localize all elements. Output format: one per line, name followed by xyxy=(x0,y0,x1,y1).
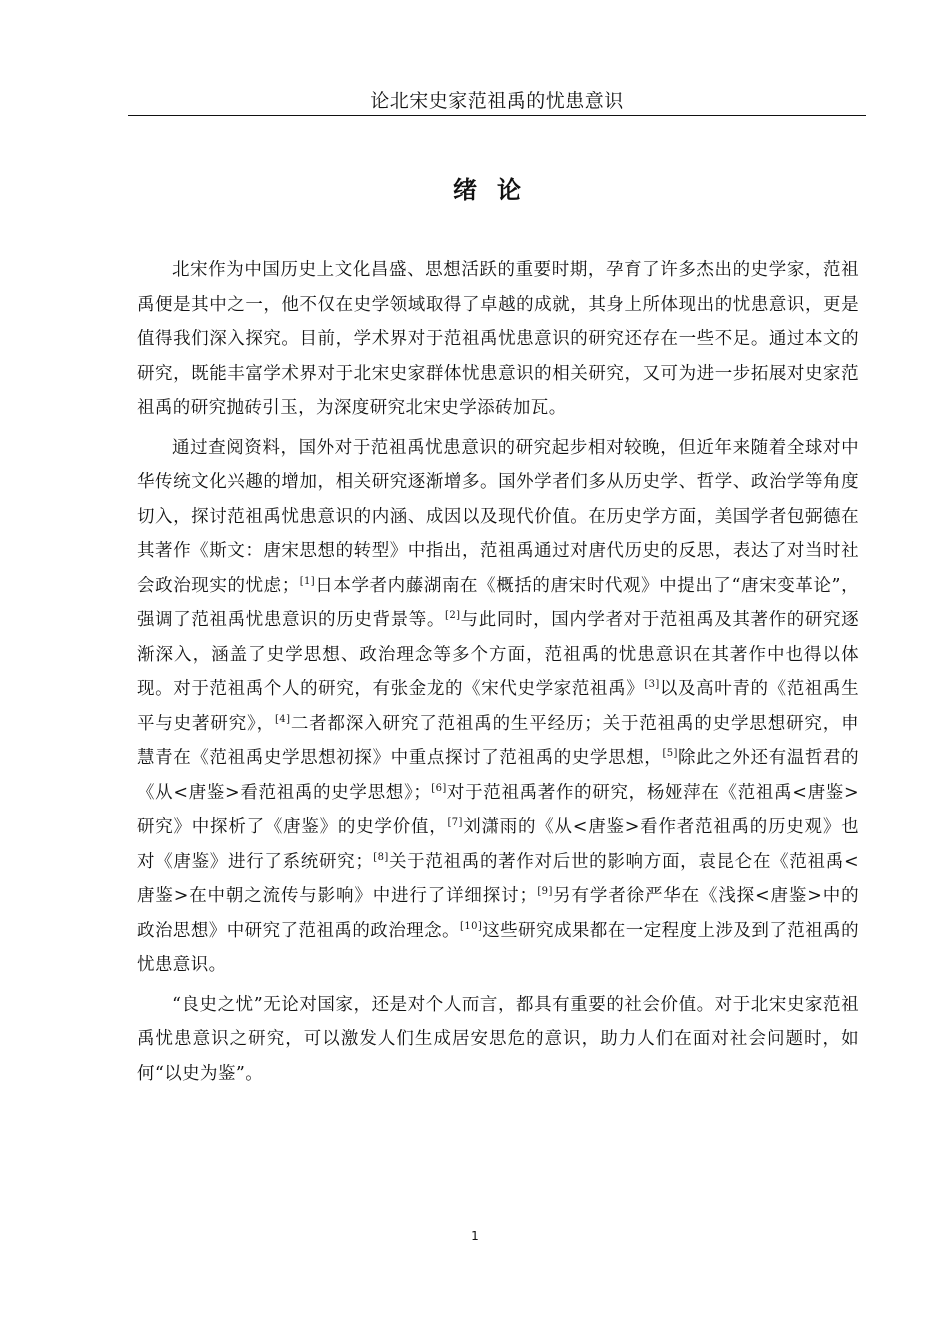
page-number: 1 xyxy=(471,1229,479,1243)
body-text xyxy=(137,253,859,1096)
citation-mark: [1] xyxy=(299,575,316,587)
paragraph-text: 对于范祖禹著作的研究，杨娅萍在《范祖禹<唐鉴>研究》中探析了《唐鉴》的史学价值， xyxy=(137,782,860,837)
citation-mark: [2] xyxy=(445,610,461,621)
citation-mark: [3] xyxy=(644,679,660,690)
paragraph-text: 关于范祖禹的著作对后世的影响方面，袁昆仑在《范祖禹<唐鉴>在中朝之流传与影响》中进行了详细探讨； xyxy=(137,851,860,906)
paragraph-text: 北宋作为中国历史上文化昌盛、思想活跃的重要时期，孕育了许多杰出的史学家，范祖禹便是其中之一，他不仅在史学领域取得了卓越的成就，其身上所体现出的忧患意识，更是值得我们深入探究。目前，学术界对于范祖禹忧患意识的研究还存在一些不足。通过本文的研究，既能丰富学术界对于北宋史家群体忧患意识的相关研究，又可为进一步拓展对史家范祖禹的研究抛砖引玉，为深度研究北宋史学添砖加瓦。 xyxy=(137,260,859,418)
paragraph-text: 与此同时，国内学者对于范祖禹及其著作的研究逐渐深入，涵盖了史学思想、政治理念等多个方面，范祖禹的忧患意识在其著作中也得以体现。对于范祖禹个人的研究，有张金龙的《宋代史学家范祖禹》 xyxy=(137,610,859,699)
section-title: 绪论 xyxy=(453,176,541,204)
citation-mark: [10] xyxy=(460,920,483,932)
running-header: 论北宋史家范祖禹的忧患意识 xyxy=(370,90,624,112)
citation-mark: [4] xyxy=(275,713,291,725)
citation-mark: [8] xyxy=(373,851,389,863)
paragraph-text: 日本学者内藤湖南在《概括的唐宋时代观》中提出了“唐宋变革论”，强调了范祖禹忧患意识的历史背景等。 xyxy=(137,575,859,630)
citation-mark: [5] xyxy=(662,748,678,759)
paragraph-text: 通过查阅资料，国外对于范祖禹忧患意识的研究起步相对较晚，但近年来随着全球对中华传统文化兴趣的增加，相关研究逐渐增多。国外学者们多从历史学、哲学、政治学等角度切入，探讨范祖禹忧患意识的内涵、成因以及现代价值。在历史学方面，美国学者包弼德在其著作《斯文：唐宋思想的转型》中指出，范祖禹通过对唐代历史的反思，表达了对当时社会政治现实的忧虑； xyxy=(137,437,859,596)
header-rule xyxy=(128,115,866,116)
body-paragraph xyxy=(137,253,859,426)
paragraph-text: 除此之外还有温哲君的《从<唐鉴>看范祖禹的史学思想》； xyxy=(137,748,859,803)
citation-mark: [6] xyxy=(431,782,447,794)
paragraph-text: 二者都深入研究了范祖禹的生平经历；关于范祖禹的史学思想研究，申慧青在《范祖禹史学思想初探》中重点探讨了范祖禹的史学思想， xyxy=(137,713,859,768)
paragraph-text: 这些研究成果都在一定程度上涉及到了范祖禹的忧患意识。 xyxy=(137,920,859,975)
citation-mark: [9] xyxy=(537,886,553,897)
paragraph-text: 另有学者徐严华在《浅探<唐鉴>中的政治思想》中研究了范祖禹的政治理念。 xyxy=(137,886,859,941)
paragraph-text: 以及高叶青的《范祖禹生平与史著研究》， xyxy=(137,679,859,734)
citation-mark: [7] xyxy=(447,817,463,828)
paragraph-text: “良史之忧”无论对国家，还是对个人而言，都具有重要的社会价值。对于北宋史家范祖禹忧患意识之研究，可以激发人们生成居安思危的意识，助力人们在面对社会问题时，如何“以史为鉴”。 xyxy=(137,994,859,1084)
body-paragraph xyxy=(137,431,859,983)
paragraph-text: 刘潇雨的《从<唐鉴>看作者范祖禹的历史观》也对《唐鉴》进行了系统研究； xyxy=(137,817,859,872)
body-paragraph xyxy=(137,988,859,1092)
